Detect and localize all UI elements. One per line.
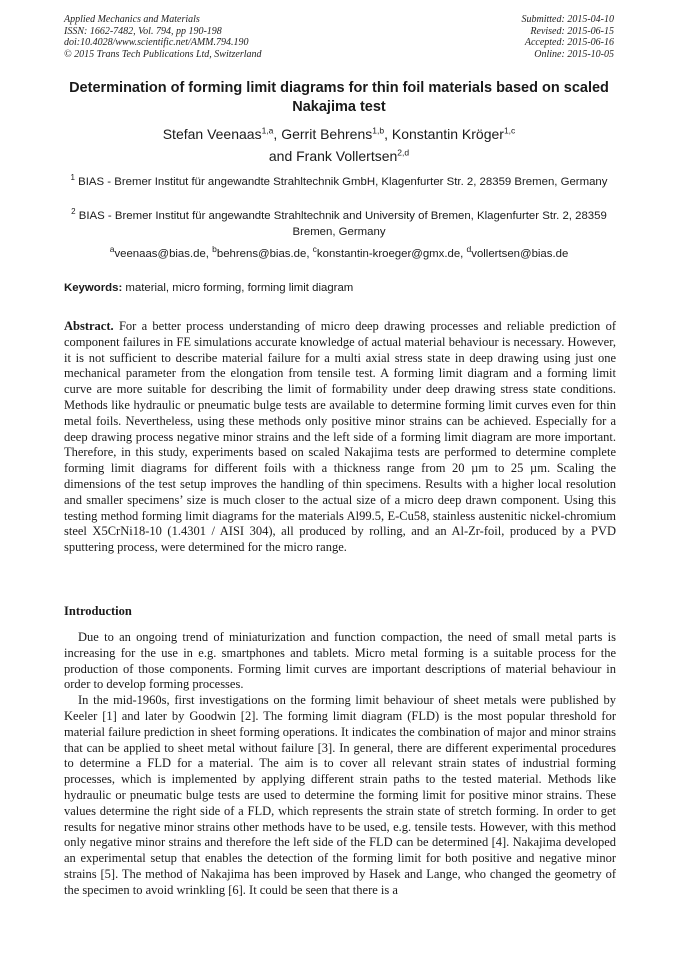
abstract-label: Abstract. [64,319,114,333]
paper-title: Determination of forming limit diagrams for thin foil materials based on scaled Nakajima test [69,80,609,115]
issn-line: ISSN: 1662-7482, Vol. 794, pp 190-198 [64,25,222,37]
author-name: and Frank Vollertsen [268,148,398,164]
author-list: Stefan Veenaas$^{1,a}$, Gerrit Behrens$^{1,b}$, Konstantin Kröger$^{1,c}$ and Frank Vollertsen$^{2,d}$ [162,125,516,164]
keywords [64,281,616,295]
copyright-line: © 2015 Trans Tech Publications Ltd, Switzerland [64,48,262,60]
email-address[interactable]: veenaas@bias.de, [114,248,213,260]
introduction-body [64,630,616,899]
affiliation-1 [64,174,614,190]
author-affiliation-mark: 1,b [372,125,385,136]
journal-name: Applied Mechanics and Materials [64,14,200,25]
author-name: Stefan Veenaas [162,126,262,142]
abstract-text: For a better process understanding of micro deep drawing processes and reliable prediction of component failures in FE simulations accurate knowledge of actual material behaviour is necessary. However, it is not sufficient to describe material failure for a multi axial stress state in deep drawing using just one mechanical parameter from the elongation from tensile test. A forming limit diagram and a forming limit curve are more suitable for describing the limit of formability under deep drawing stress state conditions. Methods like hydraulic or pneumatic bulge tests are available to determine forming limit curves even for thin metal foils. Nevertheless, using these methods only positive minor strains can be achieved. Especially for a deep drawing process negative minor strains and the left side of a forming limit diagram are more important. Therefore, in this study, experiments based on scaled Nakajima tests are performed to determine complete forming limit diagrams for different foils with a thickness range from 20 µm to 25 µm. Scaling the dimensions of the test setup improves the handling of thin specimens. Results with a higher local resolution and smaller specimens’ size is much closer to the actual size of a micro deep drawn component. Using this testing method forming limit diagrams for the materials Al99.5, E-Cu58, stainless austenitic nickel-chromium steel X5CrNi18-10 (1.4301 / AISI 304), all produced by rolling, and an Al-Zr-foil, produced by a PVD sputtering process, were determined for the micro range. [64,319,616,555]
author-name: Konstantin Kröger [391,126,504,142]
submitted-date: Submitted: 2015-04-10 [521,14,614,25]
paragraph: In the mid-1960s, first investigations on the forming limit behaviour of sheet metals were published by Keeler [1] and later by Goodwin [2]. The forming limit diagram (FLD) is the most popular threshold for material failure prediction in sheet forming operations. It indicates the combination of major and minor strains that can be applied to sheet metal without failure [3]. In general, there are different experimental procedures to determine a FLD for a material. The aim is to cover all relevant strain states of industrial forming processes, which is implemented by applying different strain paths to the tested material. Methods like hydraulic or pneumatic bulge tests are used to determine the forming limit for positive minor strains. These values determine the right side of a FLD, which represents the strain state of stretch forming. In order to get results for negative minor strains other methods have to be used, e.g. tensile tests. However, with this method only negative minor strains and therefore the left side of the FLD can be determined [4]. Nakajima developed an experimental setup that enables the detection of the forming limit for both positive and negative minor strains [5]. The method of Nakajima has been improved by Hasek and Lange, who changed the geometry of the specimen to avoid wrinkling [6]. It could be seen that there is a [64,693,616,897]
author-affiliation-mark: 2,d [397,147,410,158]
email-address[interactable]: konstantin-kroeger@gmx.de, [316,248,467,260]
author-name: Gerrit Behrens [281,126,373,142]
section-heading-introduction: Introduction [64,604,132,618]
author-affiliation-mark: 1,c [503,125,516,136]
revised-date: Revised: 2015-06-15 [530,25,614,37]
email-address[interactable]: vollertsen@bias.de [471,248,569,260]
keywords-text: material, micro forming, forming limit diagram [125,282,354,294]
publication-dates [522,14,615,60]
email-list: $^a$veenaas@bias.de, $^b$behrens@bias.de, $^c$konstantin-kroeger@gmx.de, $^d$vollertsen@bias.de [109,244,569,260]
paragraph: Due to an ongoing trend of miniaturization and function compaction, the need of small metal parts is increasing for the use in e.g. smartphones and tablets. Micro metal forming is a suitable process for the production of those components. Forming limit curves are important descriptions of material behaviour in order to develop forming processes. [64,630,616,692]
affiliation-number: 1 [70,173,75,183]
email-address[interactable]: behrens@bias.de, [216,248,313,260]
affiliation-2 [64,208,614,240]
affiliation-text: BIAS - Bremer Institut für angewandte Strahltechnik and University of Bremen, Klagenfurter Str. 2, 28359 Bremen, Germany [78,210,607,238]
affiliation-text: BIAS - Bremer Institut für angewandte Strahltechnik GmbH, Klagenfurter Str. 2, 28359 Bremen, Germany [78,176,608,188]
author-affiliation-mark: 1,a [261,125,274,136]
online-date: Online: 2015-10-05 [534,48,614,60]
affiliation-number: 2 [71,207,76,217]
abstract [64,319,616,556]
accepted-date: Accepted: 2015-06-16 [524,37,614,48]
keywords-label: Keywords: [64,282,123,294]
doi-line: doi:10.4028/www.scientific.net/AMM.794.190 [64,37,249,48]
journal-info [64,14,262,60]
